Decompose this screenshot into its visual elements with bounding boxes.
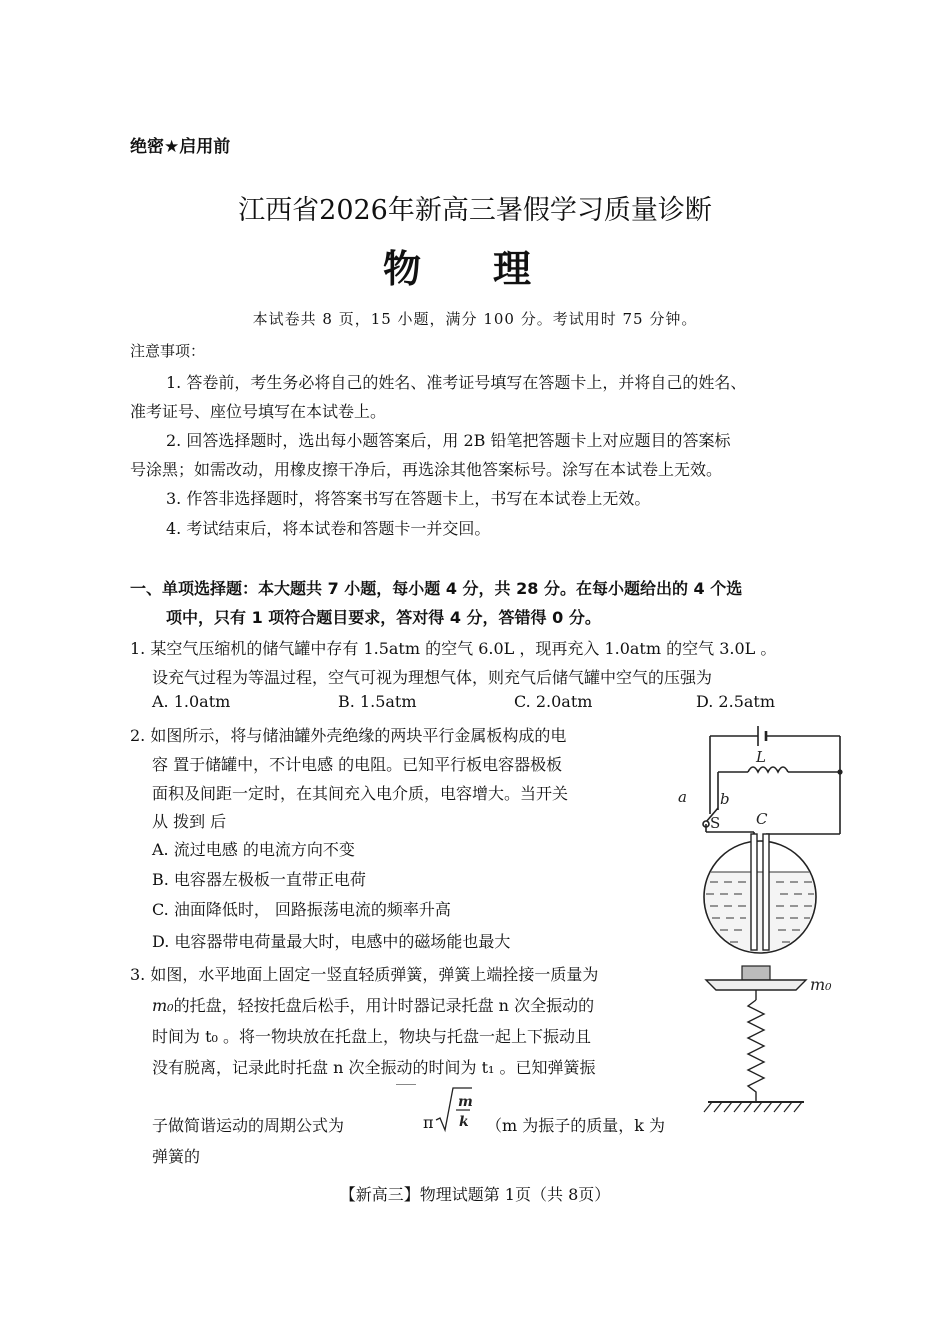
q2-line-3: 面积及间距一定时，在其间充入电介质，电容增大。当开关 bbox=[152, 784, 569, 803]
block bbox=[742, 966, 770, 980]
label-l: L bbox=[756, 748, 766, 766]
q3-line-5: 子做简谐运动的周期公式为 bbox=[152, 1116, 345, 1135]
note-line-3: 2. 回答选择题时，选出每小题答案后，用 2B 铅笔把答题卡上对应题目的答案标 bbox=[166, 431, 731, 450]
label-m0: m₀ bbox=[810, 975, 832, 994]
notes-heading: 注意事项： bbox=[130, 342, 206, 360]
q1-line-2: 设充气过程为等温过程，空气可视为理想气体，则充气后储气罐中空气的压强为 bbox=[152, 668, 713, 687]
q2-option-b: B. 电容器左极板一直带正电荷 bbox=[152, 870, 366, 889]
q2-line-4: 从 拨到 后 bbox=[152, 812, 227, 831]
q3-line-4: 没有脱离，记录此时托盘 n 次全振动的时间为 t₁ 。已知弹簧振 bbox=[152, 1058, 596, 1077]
q3-line-7: 弹簧的 bbox=[152, 1147, 201, 1166]
page-footer: 【新高三】物理试题第 1页（共 8页） bbox=[339, 1185, 611, 1204]
note-line-4: 号涂黑；如需改动，用橡皮擦干净后，再选涂其他答案标号。涂写在本试卷上无效。 bbox=[130, 460, 723, 479]
q3-spring-figure bbox=[700, 962, 850, 1122]
q3-m0: m₀ bbox=[152, 996, 174, 1015]
q2-line-2: 容 置于储罐中，不计电感 的电阻。已知平行板电容器极板 bbox=[152, 755, 563, 774]
section-heading-line-1: 一、单项选择题：本大题共 7 小题，每小题 4 分，共 28 分。在每小题给出的 4 个选 bbox=[130, 579, 743, 598]
formula-m: m bbox=[458, 1094, 473, 1110]
q2-option-a: A. 流过电感 的电流方向不变 bbox=[152, 840, 355, 859]
tray bbox=[706, 980, 806, 990]
q2-line-1: 2. 如图所示，将与储油罐外壳绝缘的两块平行金属板构成的电 bbox=[130, 726, 567, 745]
label-c: C bbox=[756, 810, 768, 828]
secret-mark: 绝密★启用前 bbox=[130, 137, 231, 157]
formula-k: k bbox=[459, 1114, 469, 1130]
label-b: b bbox=[720, 790, 730, 808]
section-heading-line-2: 项中，只有 1 项符合题目要求，答对得 4 分，答错得 0 分。 bbox=[166, 608, 601, 627]
q2-option-d: D. 电容器带电荷量最大时，电感中的磁场能也最大 bbox=[152, 932, 511, 951]
formula-pi: π bbox=[423, 1113, 434, 1132]
q3-line-6: （m 为振子的质量，k 为 bbox=[486, 1116, 666, 1135]
note-line-2: 准考证号、座位号填写在本试卷上。 bbox=[130, 402, 387, 421]
label-a: a bbox=[678, 788, 687, 806]
q3-line-2-wrap bbox=[152, 993, 594, 1016]
q3-line-3: 时间为 t₀ 。将一物块放在托盘上，物块与托盘一起上下振动且 bbox=[152, 1027, 592, 1046]
capacitor-left-plate bbox=[751, 834, 757, 950]
note-line-5: 3. 作答非选择题时，将答案书写在答题卡上，书写在本试卷上无效。 bbox=[166, 489, 651, 508]
q1-option-d: D. 2.5atm bbox=[696, 692, 776, 711]
exam-info: 本试卷共 8 页，15 小题，满分 100 分。考试用时 75 分钟。 bbox=[252, 310, 698, 328]
spring bbox=[748, 1000, 764, 1102]
q2-circuit-figure bbox=[678, 722, 860, 962]
formula-sqrt bbox=[434, 1086, 474, 1136]
subject-title: 物理 bbox=[382, 246, 603, 291]
q1-line-1: 1. 某空气压缩机的储气罐中存有 1.5atm 的空气 6.0L ，现再充入 1.0atm 的空气 3.0L 。 bbox=[130, 639, 777, 658]
formula-dash bbox=[396, 1084, 416, 1085]
inductor-coil bbox=[748, 767, 788, 772]
q1-option-a: A. 1.0atm bbox=[152, 692, 231, 711]
note-line-6: 4. 考试结束后，将本试卷和答题卡一并交回。 bbox=[166, 519, 491, 538]
exam-title: 江西省2026年新高三暑假学习质量诊断 bbox=[238, 195, 712, 226]
note-line-1: 1. 答卷前，考生务必将自己的姓名、准考证号填写在答题卡上，并将自己的姓名、 bbox=[166, 373, 747, 392]
q2-option-c: C. 油面降低时， 回路振荡电流的频率升高 bbox=[152, 900, 451, 919]
q3-line-1: 3. 如图，水平地面上固定一竖直轻质弹簧，弹簧上端拴接一质量为 bbox=[130, 965, 599, 984]
label-s: S bbox=[710, 814, 721, 832]
q3-line-2: 的托盘，轻按托盘后松手，用计时器记录托盘 n 次全振动的 bbox=[173, 996, 595, 1015]
q1-option-b: B. 1.5atm bbox=[338, 692, 417, 711]
capacitor-right-plate bbox=[763, 834, 769, 950]
q1-option-c: C. 2.0atm bbox=[514, 692, 593, 711]
